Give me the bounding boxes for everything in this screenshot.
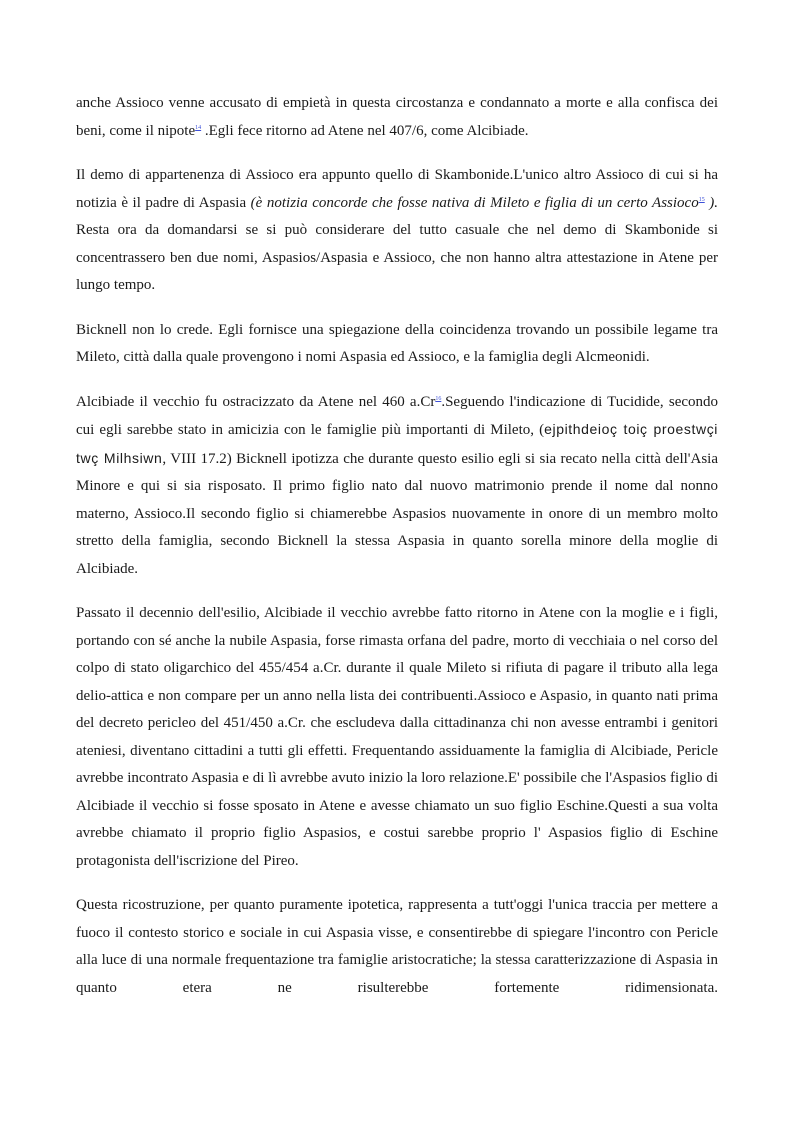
paragraph-text: anche Assioco venne accusato di empietà in questa circostanza e condannato a morte e alla confisca dei beni, come il nipote [76,95,718,139]
paragraph-text: .Seguendo l'indicazione di Tucidide, secondo cui egli sarebbe stato in amicizia con le famiglie più importanti di Mileto, ( [76,393,719,438]
italic-quote-end: ). [704,194,718,211]
footnote-link-15[interactable]: 15 [698,196,705,203]
paragraph-text: Il demo di appartenenza di Assioco era appunto quello di Skambonide.L'unico altro Assioco di cui si ha notizia è il padre di Aspasia [76,167,718,211]
paragraph-5 [76,600,718,875]
paragraph-text: .Egli fece ritorno ad Atene nel 407/6, come Alcibiade. [201,122,529,139]
document-page [76,90,718,1019]
paragraph-text: Alcibiade il vecchio fu ostracizzato da Atene nel 460 a.Cr [76,393,436,410]
paragraph-6 [76,892,718,1002]
greek-quotation: ejpithdeioç toiç proestwçi twç Milhsiwn [76,421,719,466]
paragraph-text: Resta ora da domandarsi se si può considerare del tutto casuale che nel demo di Skambonide si concentrassero ben due nomi, Aspasios/Aspasia e Assioco, che non hanno altra attestazione in Atene per lungo tempo. [76,222,718,293]
paragraph-text: Questa ricostruzione, per quanto puramente ipotetica, rappresenta a tutt'oggi l'unica traccia per mettere a fuoco il contesto storico e sociale in cui Aspasia visse, e consentirebbe di spiegare l'incontro con Pericle alla luce di una normale frequentazione tra famiglie aristocratiche; la stessa caratterizzazione di Aspasia in quanto etera ne risulterebbe fortemente ridimensionata. [76,897,718,996]
paragraph-1 [76,90,718,145]
footnote-link-14[interactable]: 14 [195,124,202,131]
paragraph-text: Bicknell non lo crede. Egli fornisce una spiegazione della coincidenza trovando un possibile legame tra Mileto, città dalla quale provengono i nomi Aspasia ed Assioco, e la famiglia degli Alcmeonidi. [76,321,718,365]
footnote-link-16[interactable]: 16 [435,395,442,402]
paragraph-3 [76,317,718,372]
paragraph-4 [76,389,718,584]
paragraph-text: , VIII 17.2) Bicknell ipotizza che durante questo esilio egli si sia recato nella città dell'Asia Minore e qui si sia risposato. Il primo figlio nato dal nuovo matrimonio prende il nome dal nonno materno, Assioco.Il secondo figlio si chiamerebbe Aspasios nuovamente in onore di un membro molto stretto della famiglia, secondo Bicknell la stessa Aspasia in quanto sorella minore della moglie di Alcibiade. [76,450,718,577]
paragraph-2 [76,162,718,300]
italic-quote: (è notizia concorde che fosse nativa di Mileto e figlia di un certo Assioco [250,194,699,211]
paragraph-text: Passato il decennio dell'esilio, Alcibiade il vecchio avrebbe fatto ritorno in Atene con la moglie e i figli, portando con sé anche la nubile Aspasia, forse rimasta orfana del padre, morto di vecchiaia o nel corso del colpo di stato oligarchico del 455/454 a.Cr. durante il quale Mileto si rifiuta di pagare il tributo alla lega delio-attica e non compare per un anno nella lista dei contribuenti.Assioco e Aspasio, in quanto nati prima del decreto pericleo del 451/450 a.Cr. che escludeva dalla cittadinanza chi non avesse entrambi i genitori ateniesi, diventano cittadini a tutti gli effetti. Frequentando assiduamente la famiglia di Alcibiade, Pericle avrebbe incontrato Aspasia e di lì avrebbe avuto inizio la loro relazione.E' possibile che l'Aspasios figlio di Alcibiade il vecchio si fosse sposato in Atene e avesse chiamato un suo figlio Eschine.Questi a sua volta avrebbe chiamato il proprio figlio Aspasios, e costui sarebbe proprio l' Aspasios figlio di Eschine protagonista dell'iscrizione del Pireo. [76,605,718,869]
